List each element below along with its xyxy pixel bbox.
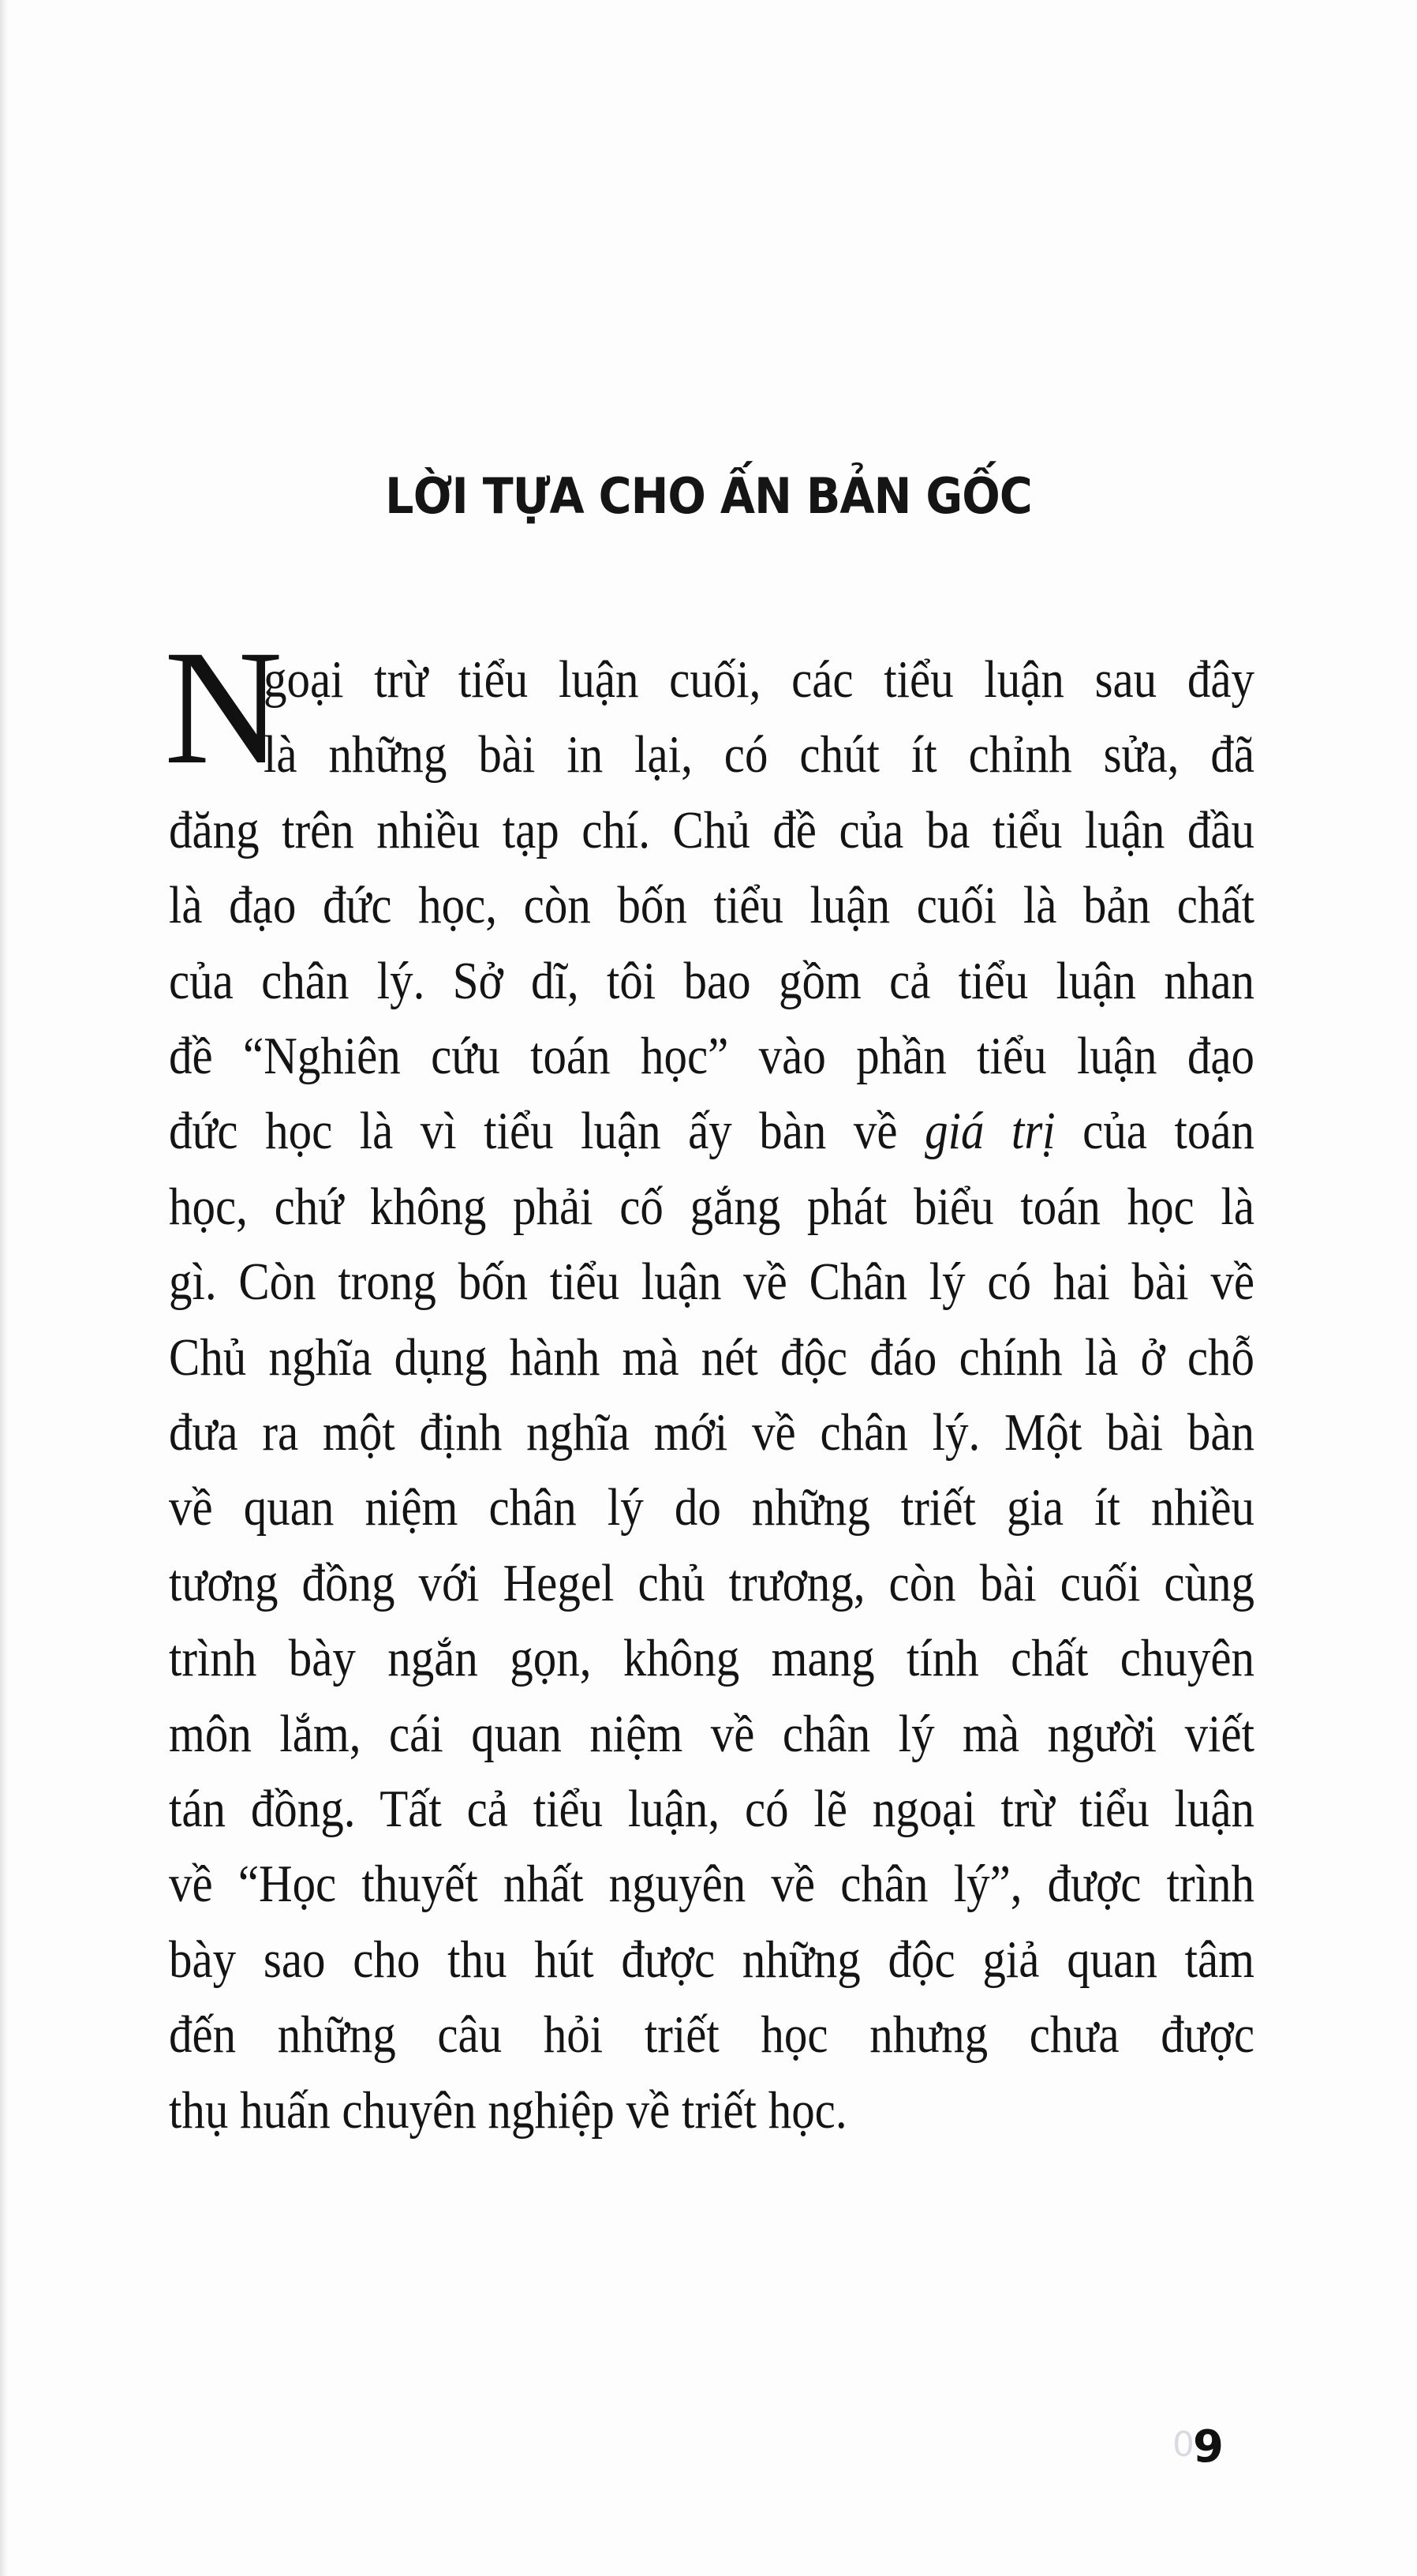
text-line-content: đưa ra một định nghĩa mới về chân lý. Một bài bàn — [169, 1403, 1254, 1462]
text-line — [169, 1627, 1254, 1690]
text-line — [169, 1175, 1254, 1238]
text-line-content: thụ huấn chuyên nghiệp về triết học. — [169, 2080, 847, 2140]
text-line — [169, 1777, 1254, 1840]
page-edge-shadow — [0, 0, 8, 2576]
text-line-content: đề “Nghiên cứu toán học” vào phần tiểu luận đạo — [169, 1027, 1254, 1085]
text-line — [169, 799, 1254, 862]
text-segment: của toán — [1055, 1102, 1255, 1161]
text-line — [169, 1702, 1254, 1765]
page-number: 9 — [1193, 2421, 1224, 2473]
text-line — [169, 1552, 1254, 1615]
text-line-content: trình bày ngắn gọn, không mang tính chất chuyên — [169, 1629, 1254, 1688]
text-line — [169, 1024, 1254, 1088]
text-line — [169, 949, 1254, 1013]
text-line — [169, 1928, 1254, 1991]
text-line-content: tán đồng. Tất cả tiểu luận, có lẽ ngoại trừ tiểu luận — [169, 1780, 1254, 1838]
drop-cap: N — [164, 616, 283, 798]
text-line — [169, 2079, 1254, 2142]
text-line-content: về quan niệm chân lý do những triết gia ít nhiều — [169, 1478, 1254, 1537]
text-line-content: là đạo đức học, còn bốn tiểu luận cuối là bản chất — [169, 876, 1254, 935]
text-line-content: học, chứ không phải cố gắng phát biểu toán học là — [169, 1177, 1254, 1236]
text-line — [169, 1250, 1254, 1313]
text-line — [169, 1099, 1254, 1163]
text-line-content: tương đồng với Hegel chủ trương, còn bài cuối cùng — [169, 1553, 1254, 1612]
text-line-content: bày sao cho thu hút được những độc giả quan tâm — [169, 1930, 1254, 1989]
text-line — [169, 1326, 1254, 1389]
text-line-content: gì. Còn trong bốn tiểu luận về Chân lý có hai bài về — [169, 1252, 1254, 1312]
chapter-title: LỜI TỰA CHO ẤN BẢN GỐC — [385, 467, 1032, 525]
text-line-content: đăng trên nhiều tạp chí. Chủ đề của ba tiểu luận đầu — [169, 800, 1254, 859]
text-line — [169, 2003, 1254, 2066]
text-line-content: Chủ nghĩa dụng hành mà nét độc đáo chính là ở chỗ — [169, 1327, 1254, 1387]
text-line-content: môn lắm, cái quan niệm về chân lý mà người viết — [169, 1704, 1254, 1763]
text-line — [169, 1401, 1254, 1464]
text-line-content: goại trừ tiểu luận cuối, các tiểu luận sau đây — [264, 650, 1254, 709]
text-line-content: về “Học thuyết nhất nguyên về chân lý”, được trình — [169, 1855, 1254, 1914]
italic-emphasis: giá trị — [925, 1102, 1056, 1161]
text-line-content: là những bài in lại, có chút ít chỉnh sửa, đã — [264, 725, 1254, 784]
text-segment: đức học là vì tiểu luận ấy bàn về — [169, 1102, 925, 1161]
text-line-content — [169, 1099, 1254, 1163]
text-line — [264, 723, 1254, 786]
text-line — [264, 648, 1254, 711]
text-line-content: đến những câu hỏi triết học nhưng chưa được — [169, 2005, 1254, 2065]
ghost-digit: 0 — [1172, 2424, 1195, 2465]
text-line — [169, 1476, 1254, 1539]
text-line — [169, 874, 1254, 937]
text-line-content: của chân lý. Sở dĩ, tôi bao gồm cả tiểu luận nhan — [169, 951, 1254, 1010]
text-line — [169, 1852, 1254, 1915]
